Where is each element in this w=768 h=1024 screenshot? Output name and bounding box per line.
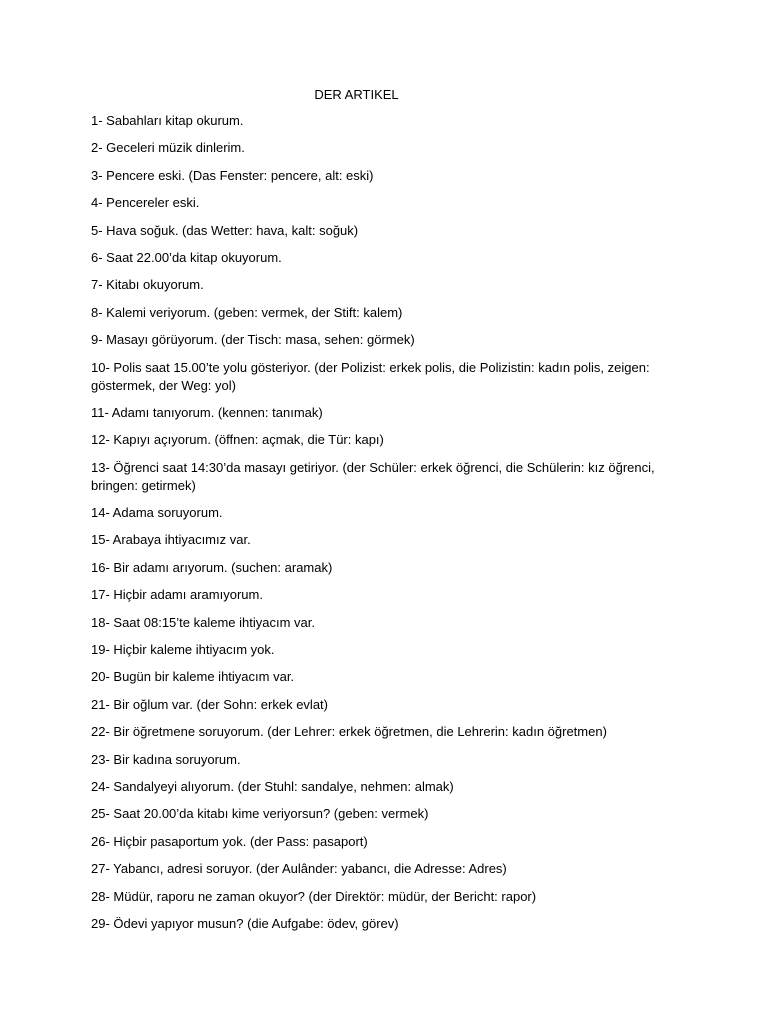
sentence-item: 11- Adamı tanıyorum. (kennen: tanımak) (91, 404, 323, 420)
sentence-item: 22- Bir öğretmene soruyorum. (der Lehrer: erkek öğretmen, die Lehrerin: kadın öğretmen) (91, 724, 607, 740)
sentence-item: 29- Ödevi yapıyor musun? (die Aufgabe: ödev, görev) (91, 915, 399, 931)
sentence-item: 16- Bir adamı arıyorum. (suchen: aramak) (91, 559, 333, 575)
document-title: DER ARTIKEL (314, 87, 399, 102)
sentence-list (91, 112, 661, 942)
sentence-item: 27- Yabancı, adresi soruyor. (der Aulânder: yabancı, die Adresse: Adres) (91, 861, 507, 877)
sentence-item: 20- Bugün bir kaleme ihtiyacım var. (91, 669, 295, 685)
sentence-item: 1- Sabahları kitap okurum. (91, 113, 244, 128)
sentence-item: 15- Arabaya ihtiyacımız var. (91, 532, 251, 548)
sentence-item: 2- Geceleri müzik dinlerim. (91, 140, 245, 156)
sentence-item: 18- Saat 08:15’te kaleme ihtiyacım var. (91, 614, 316, 630)
sentence-item: 23- Bir kadına soruyorum. (91, 751, 241, 767)
sentence-item: 13- Öğrenci saat 14:30’da masayı getiriyor. (der Schüler: erkek öğrenci, die Schülerin: kız öğrenci, bringen: getirmek) (91, 459, 655, 493)
sentence-item: 12- Kapıyı açıyorum. (öffnen: açmak, die Tür: kapı) (91, 432, 384, 448)
sentence-item: 7- Kitabı okuyorum. (91, 277, 204, 293)
sentence-item: 3- Pencere eski. (Das Fenster: pencere, alt: eski) (91, 167, 374, 183)
sentence-item: 5- Hava soğuk. (das Wetter: hava, kalt: soğuk) (91, 222, 359, 238)
sentence-item: 24- Sandalyeyi alıyorum. (der Stuhl: sandalye, nehmen: almak) (91, 778, 454, 794)
sentence-item: 9- Masayı görüyorum. (der Tisch: masa, sehen: görmek) (91, 332, 415, 348)
sentence-item: 26- Hiçbir pasaportum yok. (der Pass: pasaport) (91, 833, 368, 849)
sentence-item: 4- Pencereler eski. (91, 195, 200, 211)
sentence-item: 19- Hiçbir kaleme ihtiyacım yok. (91, 642, 275, 658)
sentence-item: 10- Polis saat 15.00’te yolu gösteriyor. (der Polizist: erkek polis, die Polizistin: kadın polis, zeigen: göstermek, der Weg: yol) (91, 359, 650, 393)
sentence-item: 8- Kalemi veriyorum. (geben: vermek, der Stift: kalem) (91, 304, 403, 320)
sentence-item: 25- Saat 20.00’da kitabı kime veriyorsun? (geben: vermek) (91, 806, 429, 822)
sentence-item: 14- Adama soruyorum. (91, 505, 223, 521)
sentence-item: 17- Hiçbir adamı aramıyorum. (91, 587, 263, 603)
sentence-item: 6- Saat 22.00’da kitap okuyorum. (91, 249, 282, 265)
sentence-item: 28- Müdür, raporu ne zaman okuyor? (der Direktör: müdür, der Bericht: rapor) (91, 888, 537, 904)
sentence-item: 21- Bir oğlum var. (der Sohn: erkek evlat) (91, 696, 328, 712)
